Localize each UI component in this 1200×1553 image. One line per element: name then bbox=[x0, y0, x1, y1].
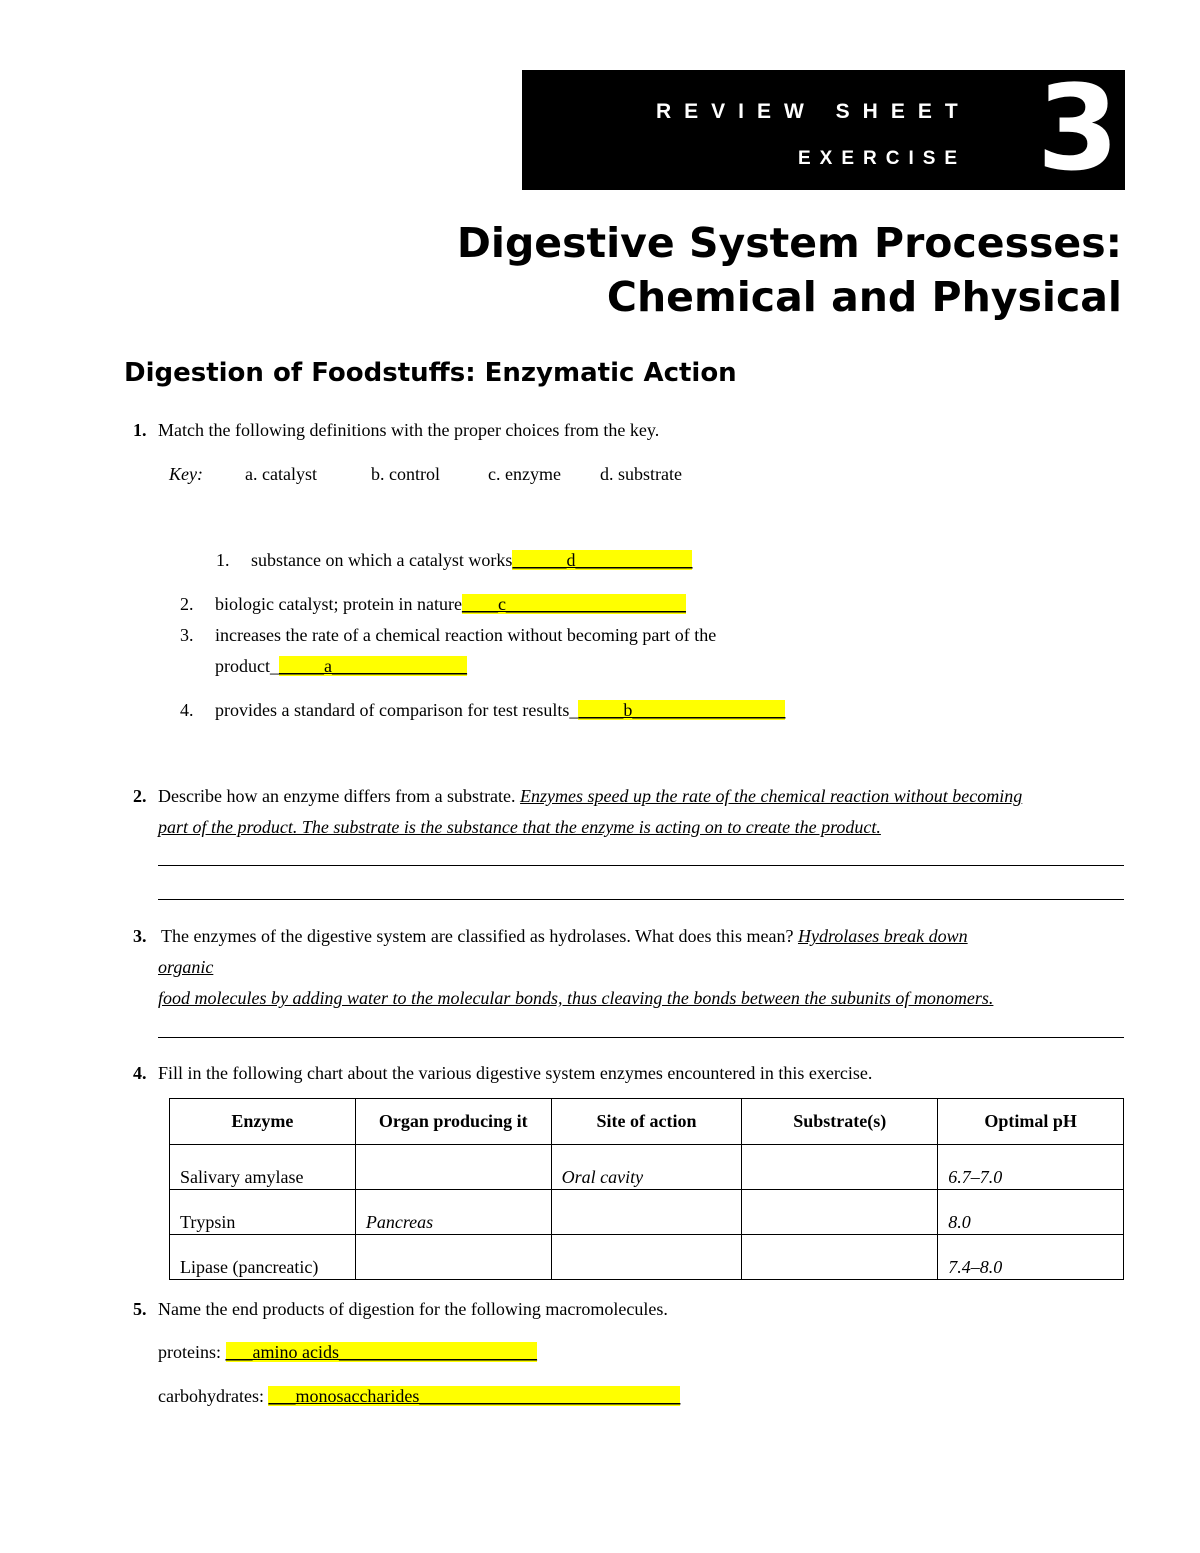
q1-item-2-answer[interactable]: ____c____________________ bbox=[461, 594, 686, 614]
cell-organ[interactable] bbox=[355, 1235, 551, 1280]
q1-item-3-answer[interactable]: _____a_______________ bbox=[278, 656, 467, 676]
q1-item-2 bbox=[215, 594, 686, 615]
banner-exercise: EXERCISE bbox=[798, 148, 967, 169]
cell-ph[interactable]: 7.4–8.0 bbox=[938, 1235, 1124, 1280]
q3-answer-rule bbox=[158, 1037, 1124, 1038]
header-site: Site of action bbox=[551, 1099, 742, 1145]
q2-answer-rule-1 bbox=[158, 865, 1124, 866]
q1-item-3-text: increases the rate of a chemical reaction without becoming part of the bbox=[215, 625, 717, 645]
cell-substrate[interactable] bbox=[742, 1145, 938, 1190]
enzyme-chart bbox=[169, 1098, 1124, 1280]
q5-prompt: Name the end products of digestion for the following macromolecules. bbox=[158, 1299, 668, 1319]
cell-substrate[interactable] bbox=[742, 1235, 938, 1280]
q1-item-4-number: 4. bbox=[180, 700, 194, 720]
proteins-label: proteins: bbox=[158, 1342, 221, 1362]
key-option-b: b. control bbox=[371, 464, 440, 484]
q5-carbohydrates bbox=[158, 1386, 680, 1407]
q1-item-4-text: provides a standard of comparison for test results_ bbox=[215, 700, 579, 720]
cell-enzyme: Trypsin bbox=[170, 1190, 356, 1235]
q1-item-3-number: 3. bbox=[180, 625, 194, 645]
cell-ph[interactable]: 8.0 bbox=[938, 1190, 1124, 1235]
title-line-1: Digestive System Processes: bbox=[456, 219, 1122, 267]
q1-item-3-text2: product_ bbox=[215, 656, 279, 676]
header-enzyme: Enzyme bbox=[170, 1099, 356, 1145]
banner-review-sheet: REVIEW SHEET bbox=[656, 100, 971, 123]
q2-answer-2[interactable]: part of the product. The substrate is the substance that the enzyme is acting on to create the product. bbox=[158, 817, 881, 837]
q3-answer-2[interactable]: organic bbox=[158, 957, 214, 977]
q2-answer-rule-2 bbox=[158, 899, 1124, 900]
carbohydrates-answer[interactable]: ___monosaccharides_____________________________ bbox=[268, 1386, 681, 1406]
q4-prompt: Fill in the following chart about the various digestive system enzymes encountered in this exercise. bbox=[158, 1063, 873, 1083]
q1-number: 1. bbox=[133, 420, 147, 440]
table-row bbox=[170, 1190, 1124, 1235]
cell-substrate[interactable] bbox=[742, 1190, 938, 1235]
page-title bbox=[457, 216, 1122, 324]
cell-site[interactable] bbox=[551, 1190, 742, 1235]
q1-item-2-text: biologic catalyst; protein in nature bbox=[215, 594, 462, 614]
q1-item-4 bbox=[215, 700, 785, 721]
cell-enzyme: Salivary amylase bbox=[170, 1145, 356, 1190]
key-option-d: d. substrate bbox=[600, 464, 682, 484]
carbohydrates-label: carbohydrates: bbox=[158, 1386, 264, 1406]
q1-item-2-number: 2. bbox=[180, 594, 194, 614]
q4-number: 4. bbox=[133, 1063, 147, 1083]
header-organ: Organ producing it bbox=[355, 1099, 551, 1145]
cell-enzyme: Lipase (pancreatic) bbox=[170, 1235, 356, 1280]
q2-line-2 bbox=[158, 817, 881, 838]
key-option-c: c. enzyme bbox=[488, 464, 561, 484]
q5-number: 5. bbox=[133, 1299, 147, 1319]
header-ph: Optimal pH bbox=[938, 1099, 1124, 1145]
cell-organ[interactable]: Pancreas bbox=[355, 1190, 551, 1235]
review-sheet-banner bbox=[522, 59, 1125, 197]
section-heading: Digestion of Foodstuffs: Enzymatic Action bbox=[124, 358, 737, 388]
proteins-answer[interactable]: ___amino acids______________________ bbox=[225, 1342, 537, 1362]
q3-answer-3[interactable]: food molecules by adding water to the molecular bonds, thus cleaving the bonds between the subunits of monomers. bbox=[158, 988, 994, 1008]
chart-header-row bbox=[170, 1099, 1124, 1145]
q3-line-3 bbox=[158, 988, 993, 1009]
q1-prompt: Match the following definitions with the proper choices from the key. bbox=[158, 420, 660, 440]
q2-line-1 bbox=[158, 786, 1022, 807]
q1-item-1-answer[interactable]: ______d_____________ bbox=[512, 550, 693, 570]
cell-site[interactable]: Oral cavity bbox=[551, 1145, 742, 1190]
q1-item-3-cont bbox=[215, 656, 467, 677]
q1-item-4-answer[interactable]: _____b_________________ bbox=[578, 700, 786, 720]
q1-item-1 bbox=[251, 550, 692, 571]
header-substrate: Substrate(s) bbox=[742, 1099, 938, 1145]
q3-number: 3. bbox=[133, 926, 147, 946]
exercise-number: 3 bbox=[1036, 59, 1119, 197]
key-option-a: a. catalyst bbox=[245, 464, 317, 484]
q1-item-1-text: substance on which a catalyst works bbox=[251, 550, 513, 570]
q1-item-1-number: 1. bbox=[216, 550, 230, 570]
q2-prompt: Describe how an enzyme differs from a substrate. bbox=[158, 786, 516, 806]
q5-proteins bbox=[158, 1342, 537, 1363]
key-label: Key: bbox=[169, 464, 203, 484]
table-row bbox=[170, 1145, 1124, 1190]
table-row bbox=[170, 1235, 1124, 1280]
title-line-2: Chemical and Physical bbox=[606, 273, 1122, 321]
cell-site[interactable] bbox=[551, 1235, 742, 1280]
q3-line-2 bbox=[158, 957, 213, 978]
cell-ph[interactable]: 6.7–7.0 bbox=[938, 1145, 1124, 1190]
q3-line-1 bbox=[161, 926, 968, 947]
q2-answer-1[interactable]: Enzymes speed up the rate of the chemical reaction without becoming bbox=[520, 786, 1023, 806]
q3-answer-1[interactable]: Hydrolases break down bbox=[797, 926, 968, 946]
q3-prompt: The enzymes of the digestive system are classified as hydrolases. What does this mean? bbox=[161, 926, 794, 946]
q2-number: 2. bbox=[133, 786, 147, 806]
cell-organ[interactable] bbox=[355, 1145, 551, 1190]
